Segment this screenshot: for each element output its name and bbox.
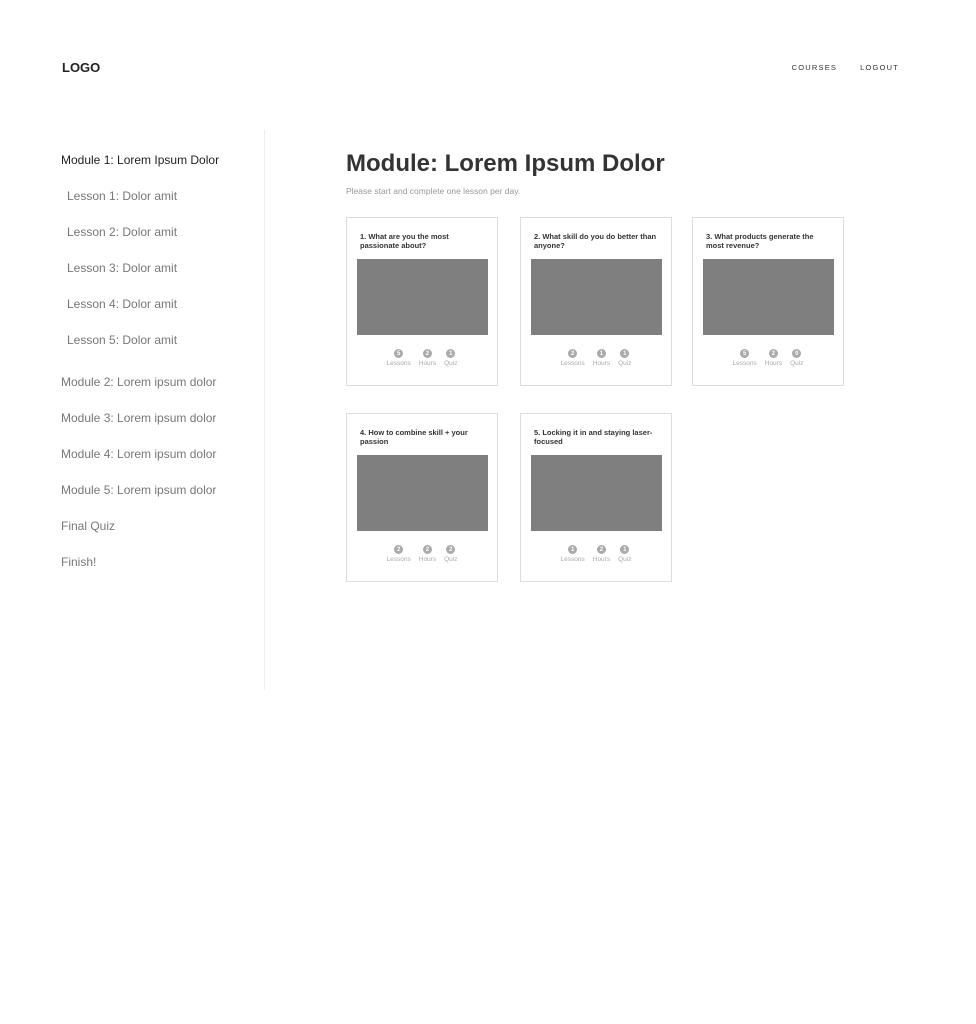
stat-count-badge: 1: [446, 349, 455, 358]
stat-label: Quiz: [444, 556, 458, 563]
stat-hours: [419, 545, 436, 563]
nav-courses[interactable]: COURSES: [791, 63, 838, 72]
stat-count-badge: 2: [446, 545, 455, 554]
stat-quiz: [790, 349, 803, 367]
lesson-card[interactable]: [520, 217, 672, 386]
stat-label: Quiz: [790, 360, 804, 367]
stat-label: Hours: [592, 360, 611, 367]
stat-hours: [419, 349, 436, 367]
card-stats: [521, 349, 671, 367]
stat-quiz: [618, 545, 631, 563]
lesson-card[interactable]: [346, 413, 498, 582]
lesson-card[interactable]: [692, 217, 844, 386]
stat-label: Lessons: [560, 360, 585, 367]
stat-count-badge: 1: [597, 349, 606, 358]
card-image-placeholder: [703, 259, 834, 335]
stat-quiz: [444, 545, 457, 563]
sidebar-module[interactable]: Module 4: Lorem ipsum dolor: [61, 447, 217, 461]
stat-label: Lessons: [386, 556, 411, 563]
sidebar-lesson[interactable]: Lesson 4: Dolor amit: [67, 297, 178, 311]
sidebar-module[interactable]: Finish!: [61, 555, 97, 569]
stat-lessons: [387, 349, 411, 367]
stat-label: Lessons: [732, 360, 757, 367]
stat-lessons: [387, 545, 411, 563]
card-image-placeholder: [531, 455, 662, 531]
stat-label: Quiz: [444, 360, 458, 367]
nav-logout[interactable]: LOGOUT: [860, 63, 899, 72]
stat-count-badge: 2: [394, 545, 403, 554]
stat-label: Lessons: [560, 556, 585, 563]
stat-lessons: [561, 349, 585, 367]
stat-count-badge: 0: [792, 349, 801, 358]
stat-lessons: [561, 545, 585, 563]
sidebar: [0, 130, 265, 690]
stat-label: Hours: [418, 360, 437, 367]
sidebar-module[interactable]: Module 1: Lorem Ipsum Dolor: [61, 153, 220, 167]
stat-count-badge: 1: [620, 545, 629, 554]
page-title: Module: Lorem Ipsum Dolor: [346, 150, 665, 177]
stat-label: Lessons: [386, 360, 411, 367]
stat-hours: [593, 349, 610, 367]
card-stats: [347, 349, 497, 367]
stat-count-badge: 2: [769, 349, 778, 358]
card-title: 1. What are you the most passionate about?: [360, 232, 449, 250]
card-title: 5. Locking it in and staying laser-focused: [534, 428, 653, 446]
stat-label: Hours: [764, 360, 783, 367]
sidebar-lesson[interactable]: Lesson 3: Dolor amit: [67, 261, 178, 275]
logo[interactable]: LOGO: [62, 60, 101, 75]
card-image-placeholder: [357, 259, 488, 335]
stat-label: Hours: [592, 556, 611, 563]
card-image-placeholder: [357, 455, 488, 531]
card-stats: [347, 545, 497, 563]
card-stats: [521, 545, 671, 563]
stat-quiz: [618, 349, 631, 367]
stat-label: Quiz: [618, 556, 632, 563]
lesson-card[interactable]: [346, 217, 498, 386]
card-title: 3. What products generate the most revenue?: [706, 232, 814, 250]
sidebar-lesson[interactable]: Lesson 1: Dolor amit: [67, 189, 178, 203]
sidebar-module[interactable]: Module 5: Lorem ipsum dolor: [61, 483, 217, 497]
top-nav: [792, 63, 899, 72]
stat-count-badge: 1: [620, 349, 629, 358]
stat-lessons: [733, 349, 757, 367]
sidebar-lesson[interactable]: Lesson 2: Dolor amit: [67, 225, 178, 239]
stat-count-badge: 2: [568, 349, 577, 358]
stat-count-badge: 2: [597, 545, 606, 554]
sidebar-module[interactable]: Final Quiz: [61, 519, 116, 533]
stat-count-badge: 1: [568, 545, 577, 554]
stat-count-badge: 5: [740, 349, 749, 358]
page-subtitle: Please start and complete one lesson per day.: [346, 186, 521, 196]
stat-hours: [593, 545, 610, 563]
stat-count-badge: 5: [394, 349, 403, 358]
sidebar-module[interactable]: Module 3: Lorem ipsum dolor: [61, 411, 217, 425]
sidebar-lesson[interactable]: Lesson 5: Dolor amit: [67, 333, 178, 347]
card-image-placeholder: [531, 259, 662, 335]
stat-count-badge: 2: [423, 349, 432, 358]
stat-hours: [765, 349, 782, 367]
stat-label: Hours: [418, 556, 437, 563]
stat-count-badge: 2: [423, 545, 432, 554]
stat-quiz: [444, 349, 457, 367]
sidebar-module[interactable]: Module 2: Lorem ipsum dolor: [61, 375, 217, 389]
lesson-card[interactable]: [520, 413, 672, 582]
card-title: 2. What skill do you do better than anyone?: [534, 232, 657, 250]
stat-label: Quiz: [618, 360, 632, 367]
card-stats: [693, 349, 843, 367]
card-title: 4. How to combine skill + your passion: [360, 428, 468, 446]
